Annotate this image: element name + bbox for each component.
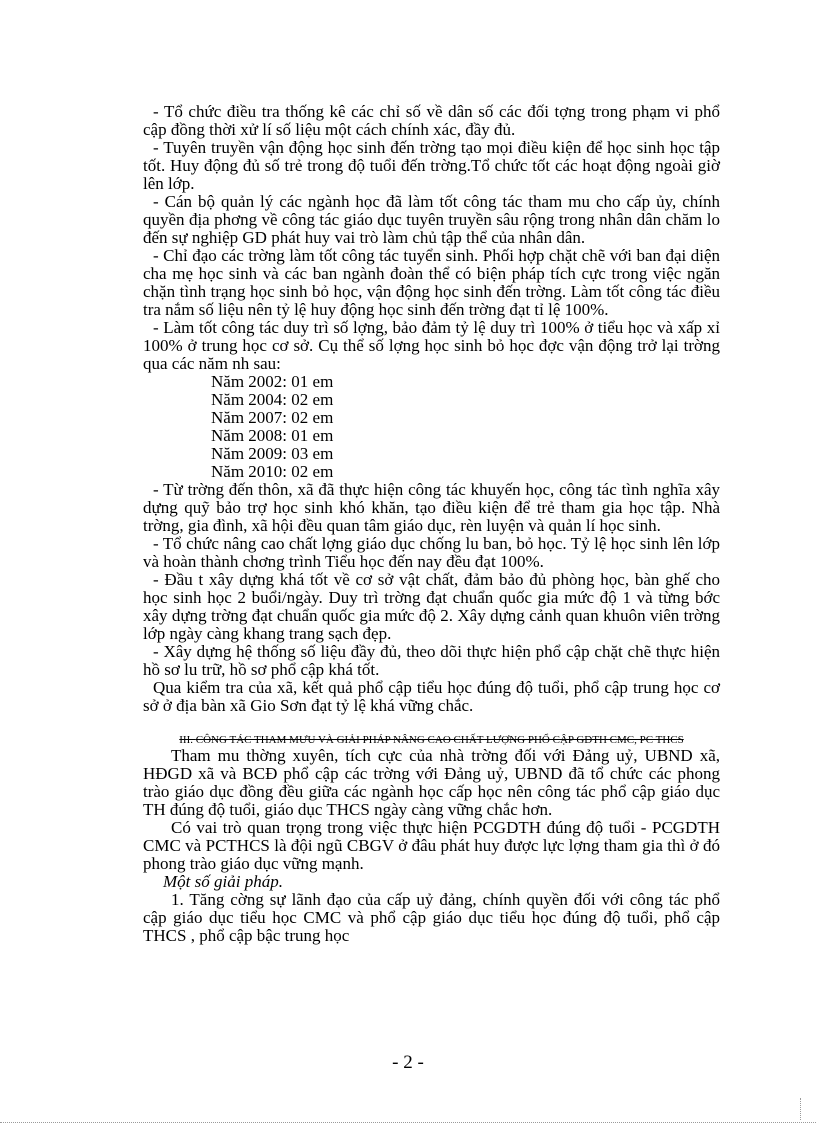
section-title: CÔNG TÁC THAM MƯU VÀ GIẢI PHÁP NÂNG CAO CHẤT LƯỢNG PHỔ CẬP GDTH CMC, PC THCS	[195, 734, 684, 746]
paragraph-records: - Xây dựng hệ thống số liệu đầy đủ, theo dõi thực hiện phổ cập chặt chẽ thực hiện hồ sơ lu trữ, hồ sơ phổ cập khá tốt.	[143, 642, 720, 679]
year-list	[211, 373, 720, 481]
paragraph-retention: - Làm tốt công tác duy trì số lợng, bảo đảm tỷ lệ duy trì 100% ở tiểu học và xấp xỉ 100% ở trung học cơ sở. Cụ thể số lợng học sinh bỏ học đợc vận động trở lại trờng qua các năm nh sau:	[143, 318, 720, 373]
paragraph-conclusion: Qua kiểm tra của xã, kết quả phổ cập tiểu học đúng độ tuổi, phổ cập trung học cơ sở ở địa bàn xã Gio Sơn đạt tỷ lệ khá vững chắc.	[143, 678, 720, 715]
page-corner-mark	[800, 1098, 802, 1120]
paragraph-facilities: - Đầu t xây dựng khá tốt về cơ sở vật chất, đảm bảo đủ phòng học, bàn ghế cho học sinh học 2 buổi/ngày. Duy trì trờng đạt chuẩn quốc gia mức độ 1 và từng bớc xây dựng trờng đạt chuẩn quốc gia mức độ 2. Xây dựng cảnh quan khuôn viên trờng lớp ngày càng khang trang sạch đẹp.	[143, 570, 720, 643]
year-item: Năm 2010: 02 em	[211, 462, 334, 481]
paragraph-survey: - Tổ chức điều tra thống kê các chỉ số về dân số các đối tợng trong phạm vi phổ cập đồng thời xử lí số liệu một cách chính xác, đầy đủ.	[143, 102, 720, 139]
paragraph-solution-1: 1. Tăng cờng sự lãnh đạo của cấp uỷ đảng, chính quyền đối với công tác phổ cập giáo dục tiểu học CMC và phổ cập giáo dục tiểu học đúng độ tuổi, phổ cập THCS , phổ cập bậc trung học	[143, 890, 720, 945]
page-number: - 2 -	[392, 1052, 424, 1073]
paragraph-encouragement: - Từ trờng đến thôn, xã đã thực hiện công tác khuyến học, công tác tình nghĩa xây dựng quỹ bảo trợ học sinh khó khăn, tạo điều kiện để trẻ tham gia học tập. Nhà trờng, gia đình, xã hội đều quan tâm giáo dục, rèn luyện và quản lí học sinh.	[143, 480, 720, 535]
section-heading	[143, 733, 720, 747]
paragraph-enrollment: - Chỉ đạo các trờng làm tốt công tác tuyển sinh. Phối hợp chặt chẽ với ban đại diện cha mẹ học sinh và các ban ngành đoàn thể có biện pháp tích cực trong việc ngăn chặn tình trạng học sinh bỏ học, vận động học sinh đến trờng. Làm tốt công tác điều tra nắm số liệu nên tỷ lệ huy động học sinh đến trờng đạt tỉ lệ 100%.	[143, 246, 720, 319]
paragraph-advisory: Tham mu thờng xuyên, tích cực của nhà trờng đối với Đảng uỷ, UBND xã, HĐGD xã và BCĐ phổ cập các trờng với Đảng uỷ, UBND đã tổ chức các phong trào giáo dục đồng đều giữa các ngành học cấp học nên công tác phổ cập giáo dục TH đúng độ tuổi, giáo dục THCS ngày càng vững chắc hơn.	[143, 746, 720, 819]
year-item: Năm 2008: 01 em	[211, 426, 334, 445]
year-item: Năm 2002: 01 em	[211, 372, 334, 391]
section-number: III.	[179, 734, 193, 746]
paragraph-role: Có vai trò quan trọng trong việc thực hiện PCGDTH đúng độ tuổi - PCGDTH CMC và PCTHCS là đội ngũ CBGV ở đâu phát huy được lực lợng tham gia thì ở đó phong trào giáo dục vững mạnh.	[143, 818, 720, 873]
paragraph-quality: - Tổ chức nâng cao chất lợng giáo dục chống lu ban, bỏ học. Tỷ lệ học sinh lên lớp và hoàn thành chơng trình Tiểu học đến nay đều đạt 100%.	[143, 534, 720, 571]
year-item: Năm 2007: 02 em	[211, 408, 334, 427]
year-item: Năm 2009: 03 em	[211, 444, 334, 463]
subheading-solutions: Một số giải pháp.	[163, 872, 283, 891]
paragraph-management: - Cán bộ quản lý các ngành học đã làm tốt công tác tham mu cho cấp ủy, chính quyền địa phơng về công tác giáo dục tuyên truyền sâu rộng trong nhân dân chăm lo đến sự nghiệp GD phát huy vai trò làm chủ tập thể của nhân dân.	[143, 192, 720, 247]
document-body	[143, 103, 720, 945]
paragraph-propaganda: - Tuyên truyền vận động học sinh đến trờng tạo mọi điều kiện để học sinh học tập tốt. Huy động đủ số trẻ trong độ tuổi đến trờng.Tổ chức tốt các hoạt động ngoài giờ lên lớp.	[143, 138, 720, 193]
year-item: Năm 2004: 02 em	[211, 390, 334, 409]
